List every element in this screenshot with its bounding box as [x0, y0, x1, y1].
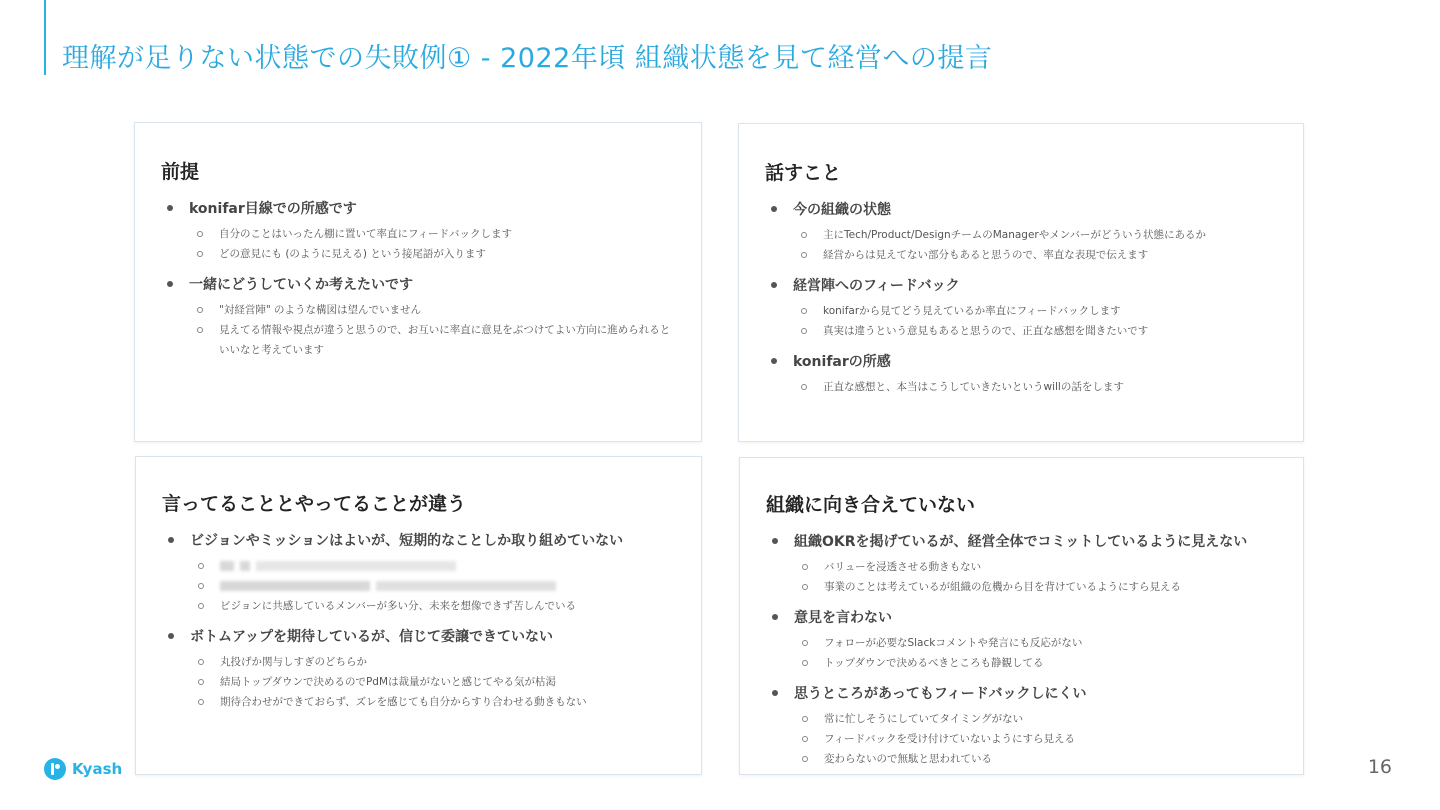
circle-bullet-icon [198, 659, 204, 665]
card-premise [134, 122, 702, 442]
bullet-dot-icon [167, 205, 173, 211]
sub-bullet: トップダウンで決めるべきところも静観してる [766, 653, 1277, 673]
bullet-dot-icon [772, 538, 778, 544]
circle-bullet-icon [198, 583, 204, 589]
bullet-item [766, 607, 1277, 673]
sub-bullet: konifarから見てどう見えているか率直にフィードバックします [765, 301, 1277, 321]
card-heading: 話すこと [765, 162, 842, 184]
sub-bullet: 常に忙しそうにしていてタイミングがない [766, 709, 1277, 729]
slide-title: 理解が足りない状態での失敗例① - 2022年頃 組織状態を見て経営への提言 [62, 43, 993, 74]
circle-bullet-icon [802, 716, 808, 722]
card-heading: 前提 [161, 161, 200, 183]
bullet-dot-icon [771, 206, 777, 212]
redacted-sub-bullet [162, 576, 675, 596]
card-say-do-gap [135, 456, 702, 775]
bullet-item [766, 531, 1277, 597]
bullet-text: 今の組織の状態 [793, 202, 891, 218]
sub-bullet: どの意見にも (のように見える) という接尾語が入ります [161, 244, 675, 264]
circle-bullet-icon [198, 563, 204, 569]
circle-bullet-icon [197, 307, 203, 313]
kyash-logo [44, 758, 122, 780]
bullet-text: 思うところがあってもフィードバックしにくい [794, 686, 1087, 702]
title-accent-bar [44, 0, 46, 75]
circle-bullet-icon [198, 699, 204, 705]
bullet-item [161, 274, 675, 360]
sub-bullet: フィードバックを受け付けていないようにすら見える [766, 729, 1277, 749]
redacted-text [220, 561, 234, 571]
sub-bullet: 経営からは見えてない部分もあると思うので、率直な表現で伝えます [765, 245, 1277, 265]
bullet-dot-icon [772, 614, 778, 620]
circle-bullet-icon [801, 384, 807, 390]
card-heading: 組織に向き合えていない [766, 494, 976, 516]
circle-bullet-icon [197, 231, 203, 237]
bullet-item [765, 351, 1277, 397]
sub-bullet: 結局トップダウンで決めるのでPdMは裁量がないと感じてやる気が枯渇 [162, 672, 675, 692]
bullet-dot-icon [772, 690, 778, 696]
sub-bullet: ビジョンに共感しているメンバーが多い分、未来を想像できず苦しんでいる [162, 596, 675, 616]
bullet-item [162, 530, 675, 616]
bullet-text: konifar目線での所感です [189, 201, 357, 217]
bullet-dot-icon [168, 537, 174, 543]
circle-bullet-icon [197, 251, 203, 257]
circle-bullet-icon [198, 603, 204, 609]
bullet-text: 一緒にどうしていくか考えたいです [189, 277, 413, 293]
kyash-logo-icon [44, 758, 66, 780]
circle-bullet-icon [802, 660, 808, 666]
circle-bullet-icon [801, 328, 807, 334]
sub-bullet: バリューを浸透させる動きもない [766, 557, 1277, 577]
redacted-sub-bullet [162, 556, 675, 576]
bullet-text: 意見を言わない [794, 610, 892, 626]
bullet-text: ボトムアップを期待しているが、信じて委譲できていない [190, 629, 554, 645]
bullet-dot-icon [771, 358, 777, 364]
bullet-item [765, 199, 1277, 265]
sub-bullet: 丸投げか関与しすぎのどちらか [162, 652, 675, 672]
circle-bullet-icon [801, 232, 807, 238]
circle-bullet-icon [198, 679, 204, 685]
sub-bullet: "対経営陣" のような構図は望んでいません [161, 300, 675, 320]
bullet-item [766, 683, 1277, 769]
sub-bullet: 事業のことは考えているが組織の危機から目を背けているようにすら見える [766, 577, 1277, 597]
logo-text: Kyash [72, 760, 123, 778]
circle-bullet-icon [802, 736, 808, 742]
sub-bullet: 期待合わせができておらず、ズレを感じても自分からすり合わせる動きもない [162, 692, 675, 712]
bullet-text: 組織OKRを掲げているが、経営全体でコミットしているように見えない [794, 534, 1248, 550]
redacted-text [240, 561, 250, 571]
circle-bullet-icon [802, 756, 808, 762]
bullet-dot-icon [771, 282, 777, 288]
bullet-item [162, 626, 675, 712]
bullet-text: 経営陣へのフィードバック [793, 278, 960, 294]
circle-bullet-icon [801, 252, 807, 258]
bullet-text: konifarの所感 [793, 354, 891, 370]
circle-bullet-icon [802, 584, 808, 590]
sub-bullet: 自分のことはいったん棚に置いて率直にフィードバックします [161, 224, 675, 244]
circle-bullet-icon [802, 640, 808, 646]
redacted-text [376, 581, 556, 591]
sub-bullet: フォローが必要なSlackコメントや発言にも反応がない [766, 633, 1277, 653]
sub-bullet: 見えてる情報や視点が違うと思うので、お互いに率直に意見をぶつけてよい方向に進められるといいなと考えています [161, 320, 675, 360]
bullet-item [765, 275, 1277, 341]
page-number: 16 [1367, 756, 1392, 778]
sub-bullet: 変わらないので無駄と思われている [766, 749, 1277, 769]
card-heading: 言ってることとやってることが違う [162, 493, 467, 515]
redacted-text [256, 561, 456, 571]
sub-bullet: 正直な感想と、本当はこうしていきたいというwillの話をします [765, 377, 1277, 397]
circle-bullet-icon [801, 308, 807, 314]
card-org-neglect [739, 457, 1304, 775]
circle-bullet-icon [802, 564, 808, 570]
bullet-dot-icon [168, 633, 174, 639]
bullet-item [161, 198, 675, 264]
bullet-dot-icon [167, 281, 173, 287]
redacted-text [220, 581, 370, 591]
bullet-text: ビジョンやミッションはよいが、短期的なことしか取り組めていない [190, 533, 624, 549]
card-topics [738, 123, 1304, 442]
circle-bullet-icon [197, 327, 203, 333]
sub-bullet: 真実は違うという意見もあると思うので、正直な感想を聞きたいです [765, 321, 1277, 341]
sub-bullet: 主にTech/Product/DesignチームのManagerやメンバーがどういう状態にあるか [765, 225, 1277, 245]
